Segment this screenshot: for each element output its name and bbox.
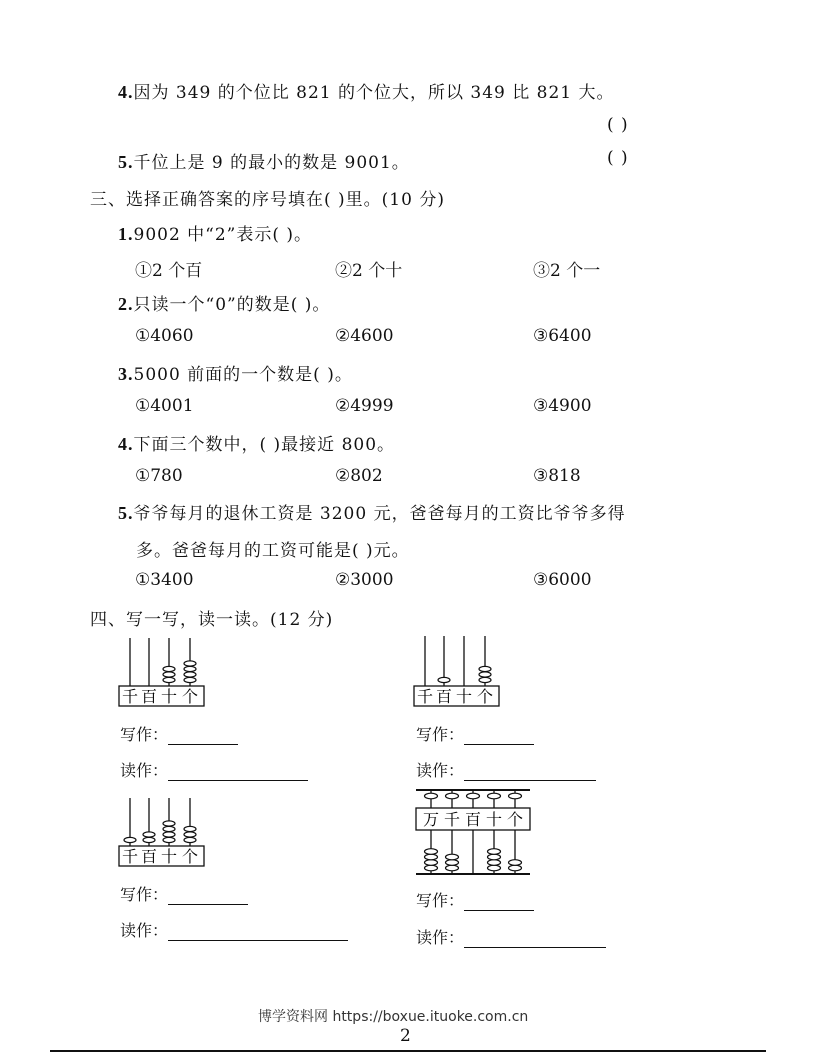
place-label: 百 [140, 847, 158, 866]
read-row-4: 读作： [416, 925, 606, 948]
question-text: 因为 349 的个位比 821 的个位大，所以 349 比 821 大。 [133, 83, 615, 103]
option-1[interactable]: ①4001 [135, 396, 194, 416]
choice-question-4: 4.下面三个数中，( )最接近 800。 [118, 434, 396, 455]
judge-question-4 [118, 78, 615, 103]
choice-question-5: 5.爷爷每月的退休工资是 3200 元，爸爸每月的工资比爷爷多得 [118, 503, 626, 524]
answer-paren-5[interactable]: ( ) [607, 148, 629, 168]
watermark: 博学资料网 https://boxue.ituoke.com.cn [258, 1009, 529, 1025]
place-label: 万 [422, 810, 440, 829]
write-blank[interactable] [168, 890, 248, 905]
place-label: 个 [476, 687, 494, 706]
option-3[interactable]: ③4900 [533, 396, 592, 416]
abacus-1 [115, 636, 210, 708]
option-2[interactable]: ②2 个十 [335, 261, 403, 281]
place-label: 个 [181, 687, 199, 706]
section3-heading: 三、选择正确答案的序号填在( )里。(10 分) [90, 190, 445, 210]
choice-question-2: 2.只读一个“0”的数是( )。 [118, 294, 331, 315]
read-row-3: 读作： [120, 918, 348, 941]
abacus-3 [115, 796, 210, 868]
place-label: 千 [121, 687, 139, 706]
option-2[interactable]: ②802 [335, 466, 383, 486]
place-label: 千 [443, 810, 461, 829]
write-blank[interactable] [464, 896, 534, 911]
place-label: 十 [160, 687, 178, 706]
place-label: 个 [181, 847, 199, 866]
read-blank[interactable] [464, 766, 596, 781]
place-label: 百 [435, 687, 453, 706]
write-row-1: 写作： [120, 722, 238, 745]
question-number: 5. [118, 152, 134, 172]
option-3[interactable]: ③2 个一 [533, 261, 601, 281]
page-number: 2 [400, 1026, 411, 1046]
write-row-3: 写作： [120, 882, 248, 905]
abacus-4 [410, 786, 535, 878]
choice-question-1: 1.9002 中“2”表示( )。 [118, 224, 313, 245]
question-text: 千位上是 9 的最小的数是 9001。 [133, 153, 410, 173]
option-3[interactable]: ③6400 [533, 326, 592, 346]
choice-question-5-line2: 多。爸爸每月的工资可能是( )元。 [136, 541, 410, 561]
option-2[interactable]: ②3000 [335, 570, 394, 590]
question-number: 4. [118, 82, 134, 102]
write-row-2: 写作： [416, 722, 534, 745]
answer-paren-4[interactable]: ( ) [607, 115, 629, 135]
read-blank[interactable] [168, 766, 308, 781]
read-blank[interactable] [168, 926, 348, 941]
place-label: 十 [485, 810, 503, 829]
write-row-4: 写作： [416, 888, 534, 911]
bottom-rule [50, 1050, 766, 1052]
judge-question-5 [118, 148, 410, 173]
read-row-1: 读作： [120, 758, 308, 781]
option-3[interactable]: ③818 [533, 466, 581, 486]
place-label: 百 [140, 687, 158, 706]
place-label: 千 [416, 687, 434, 706]
place-label: 百 [464, 810, 482, 829]
option-2[interactable]: ②4600 [335, 326, 394, 346]
option-1[interactable]: ①3400 [135, 570, 194, 590]
place-label: 十 [160, 847, 178, 866]
option-1[interactable]: ①2 个百 [135, 261, 203, 281]
abacus-2 [410, 634, 505, 708]
option-1[interactable]: ①4060 [135, 326, 194, 346]
place-label: 千 [121, 847, 139, 866]
option-3[interactable]: ③6000 [533, 570, 592, 590]
option-1[interactable]: ①780 [135, 466, 183, 486]
place-label: 十 [455, 687, 473, 706]
option-2[interactable]: ②4999 [335, 396, 394, 416]
read-row-2: 读作： [416, 758, 596, 781]
place-label: 个 [506, 810, 524, 829]
read-blank[interactable] [464, 933, 606, 948]
write-blank[interactable] [168, 730, 238, 745]
choice-question-3: 3.5000 前面的一个数是( )。 [118, 364, 353, 385]
write-blank[interactable] [464, 730, 534, 745]
section4-heading: 四、写一写，读一读。(12 分) [90, 610, 334, 630]
